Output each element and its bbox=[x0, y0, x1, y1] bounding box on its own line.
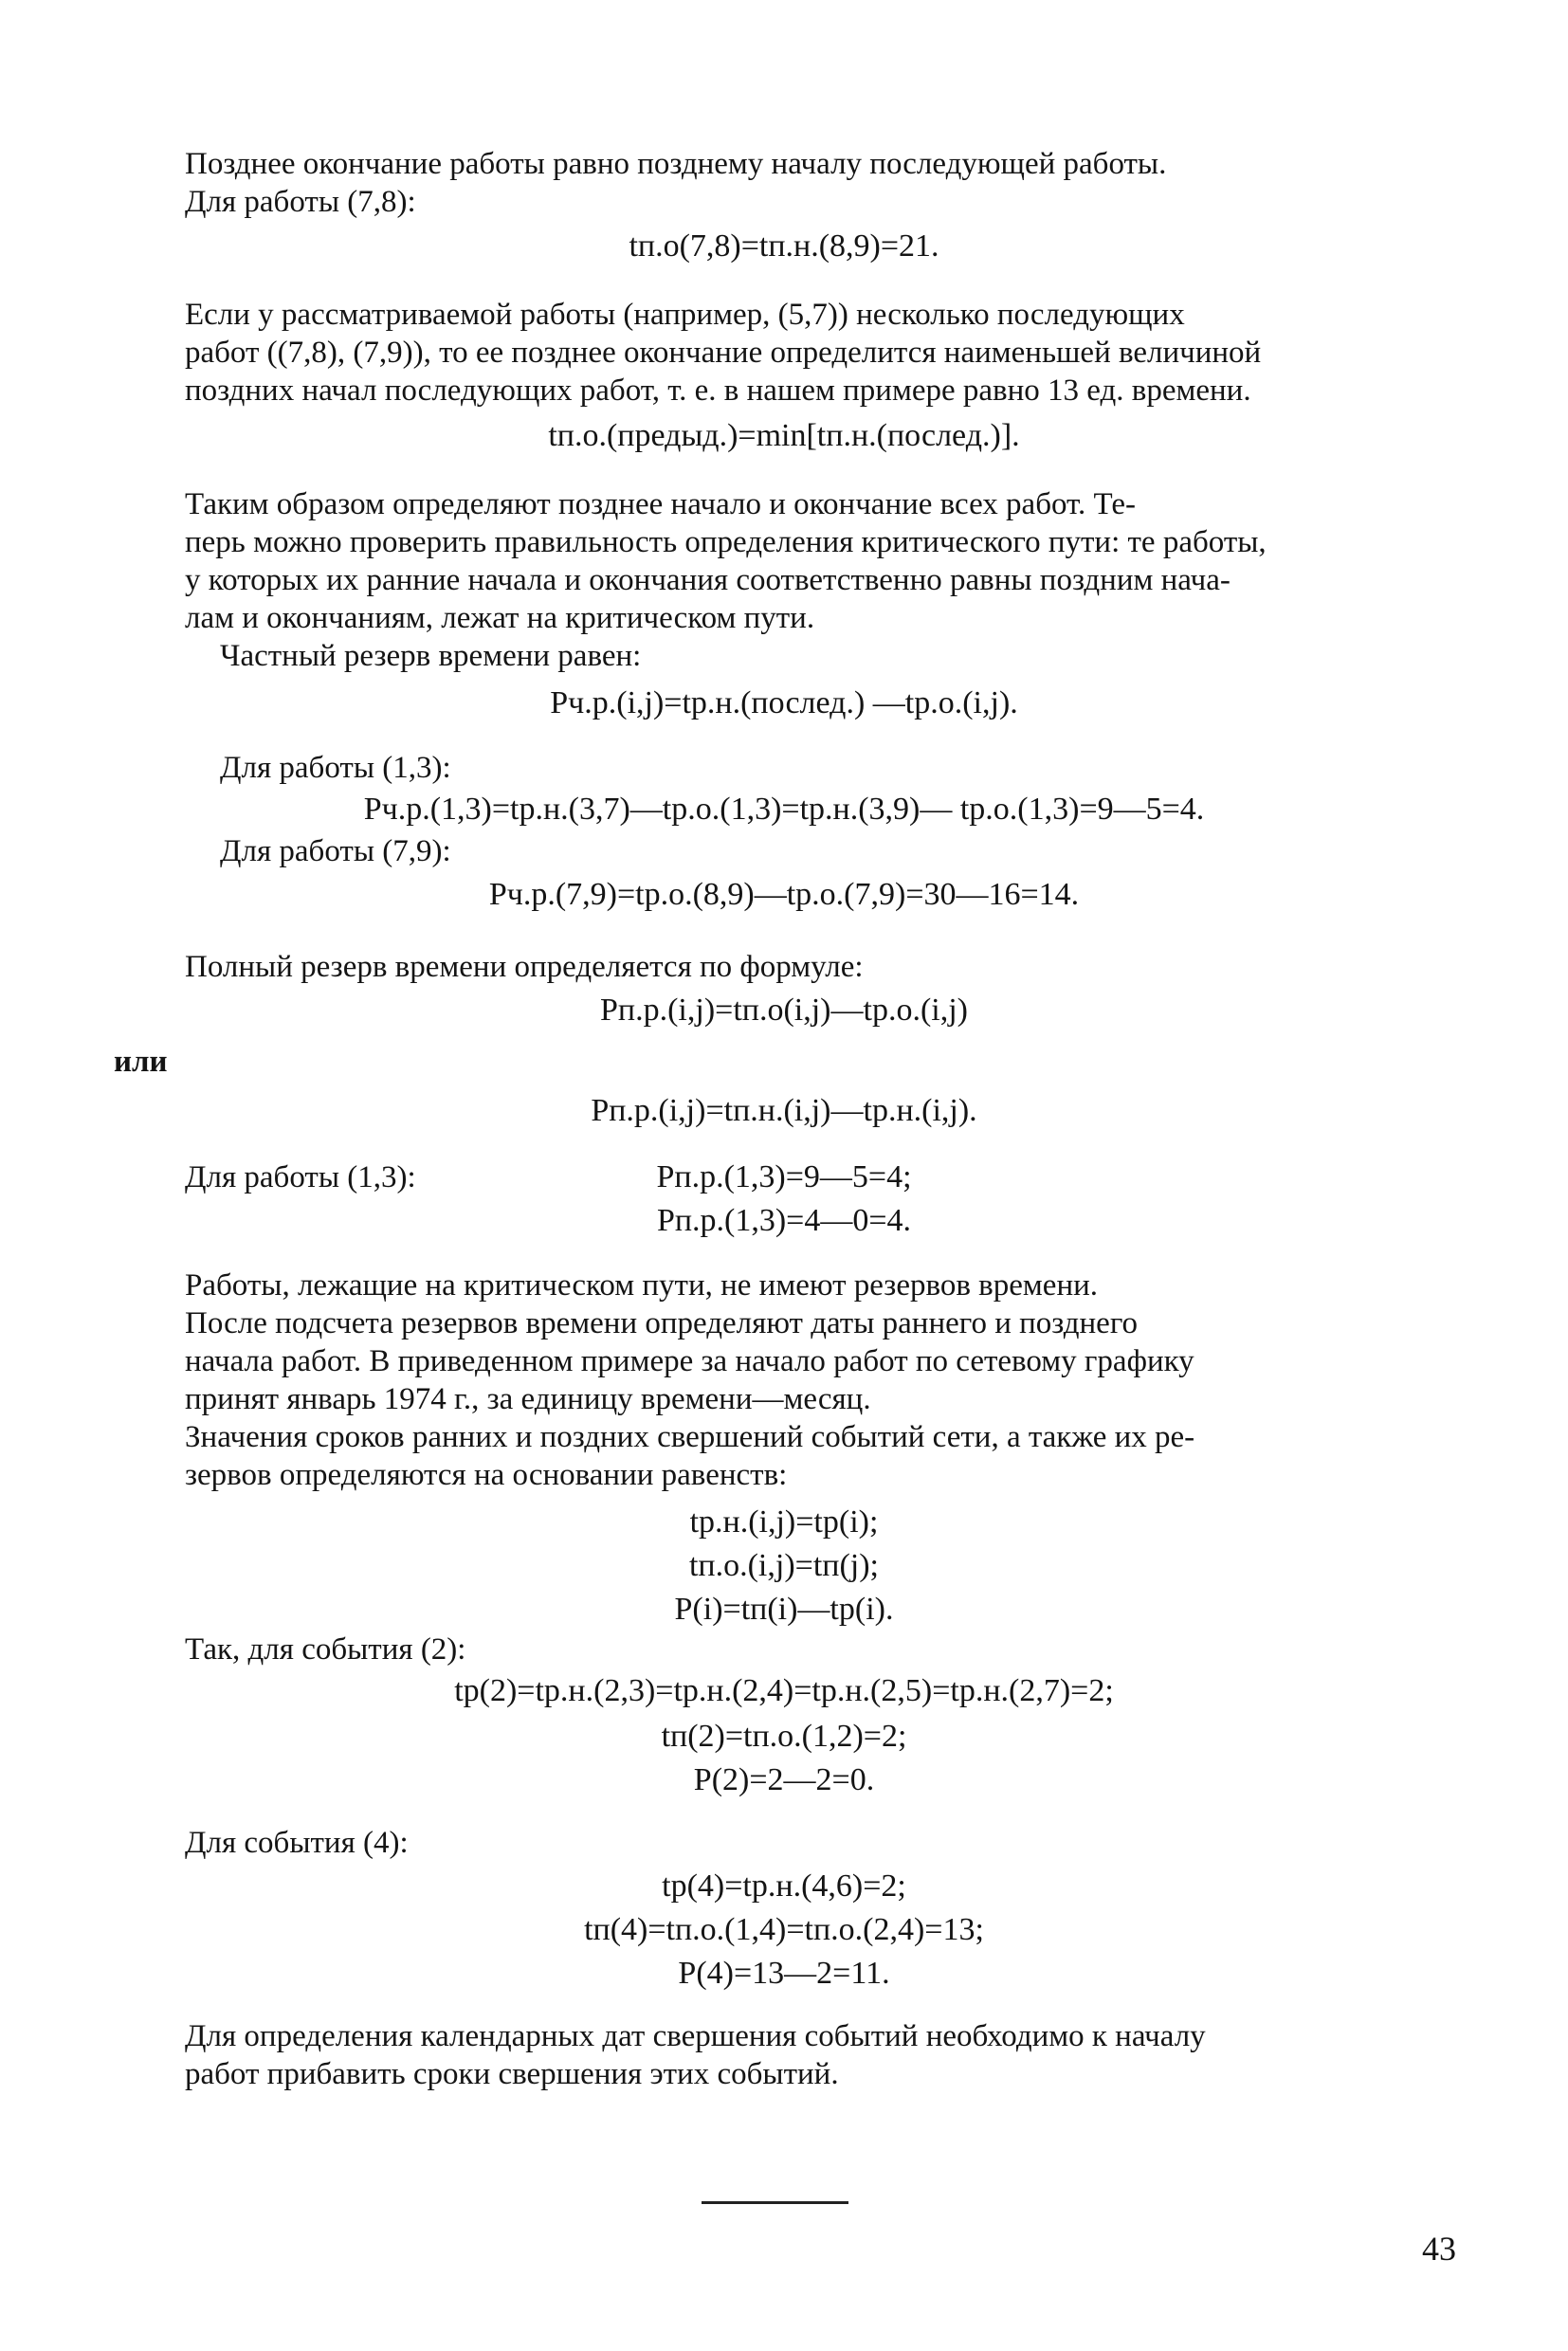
formula-line: tп(2)=tп.о.(1,2)=2; bbox=[661, 1719, 907, 1754]
formula-line: tп.о.(предыд.)=min[tп.н.(послед.)]. bbox=[548, 418, 1020, 453]
text-line: Работы, лежащие на критическом пути, не имеют резервов времени. bbox=[185, 1268, 1099, 1303]
formula-line: Pч.р.(i,j)=tр.н.(послед.) —tр.о.(i,j). bbox=[550, 685, 1018, 720]
formula-line: P(2)=2—2=0. bbox=[693, 1762, 875, 1797]
formula-line: Pп.р.(i,j)=tп.н.(i,j)—tр.н.(i,j). bbox=[591, 1093, 977, 1128]
formula-line: P(4)=13—2=11. bbox=[678, 1956, 890, 1991]
text-line: Позднее окончание работы равно позднему началу последующей работы. bbox=[185, 147, 1167, 181]
text-line: Частный резерв времени равен: bbox=[220, 639, 642, 673]
text-line: работ ((7,8), (7,9)), то ее позднее окончание определится наименьшей величиной bbox=[185, 336, 1262, 370]
formula-line: Pп.р.(1,3)=4—0=4. bbox=[656, 1203, 912, 1238]
formula-line: tр.н.(i,j)=tр(i); bbox=[689, 1504, 879, 1540]
formula-line: tр(4)=tр.н.(4,6)=2; bbox=[662, 1868, 906, 1904]
text-line: или bbox=[114, 1045, 168, 1079]
text-line: Для определения календарных дат свершения событий необходимо к началу bbox=[185, 2019, 1206, 2053]
formula-line: tр(2)=tр.н.(2,3)=tр.н.(2,4)=tр.н.(2,5)=tр.н.(2,7)=2; bbox=[454, 1673, 1114, 1708]
page-number: 43 bbox=[1422, 2230, 1456, 2268]
text-line: Полный резерв времени определяется по формуле: bbox=[185, 950, 864, 984]
formula-line: P(i)=tп(i)—tр(i). bbox=[674, 1592, 894, 1627]
text-line: лам и окончаниям, лежат на критическом пути. bbox=[185, 601, 815, 635]
formula-line: tп.о.(i,j)=tп(j); bbox=[688, 1548, 880, 1583]
text-line: Для работы (1,3): bbox=[185, 1160, 416, 1194]
text-line: поздних начал последующих работ, т. е. в нашем примере равно 13 ед. времени. bbox=[185, 374, 1251, 408]
text-line: у которых их ранние начала и окончания соответственно равны поздним нача- bbox=[185, 563, 1231, 597]
formula-line: Pч.р.(1,3)=tр.н.(3,7)—tр.о.(1,3)=tр.н.(3,9)— tр.о.(1,3)=9—5=4. bbox=[363, 792, 1205, 827]
formula-line: Pп.р.(i,j)=tп.о(i,j)—tр.о.(i,j) bbox=[600, 993, 968, 1028]
text-line: После подсчета резервов времени определяют даты раннего и позднего bbox=[185, 1306, 1139, 1340]
text-line: Для события (4): bbox=[185, 1826, 409, 1860]
text-line: перь можно проверить правильность определения критического пути: те работы, bbox=[185, 525, 1267, 559]
text-line: Так, для события (2): bbox=[185, 1632, 466, 1667]
text-line: зервов определяются на основании равенств: bbox=[185, 1458, 788, 1492]
text-line: Если у рассматриваемой работы (например, (5,7)) несколько последующих bbox=[185, 298, 1185, 332]
formula-line: Pп.р.(1,3)=9—5=4; bbox=[656, 1159, 912, 1194]
formula-line: tп(4)=tп.о.(1,4)=tп.о.(2,4)=13; bbox=[584, 1912, 984, 1947]
text-line: Таким образом определяют позднее начало и окончание всех работ. Те- bbox=[185, 487, 1137, 521]
text-line: Для работы (7,9): bbox=[220, 834, 451, 868]
formula-line: Pч.р.(7,9)=tр.о.(8,9)—tр.о.(7,9)=30—16=14. bbox=[488, 877, 1080, 912]
text-line: Для работы (1,3): bbox=[220, 751, 451, 785]
text-line: Для работы (7,8): bbox=[185, 185, 416, 219]
text-line: начала работ. В приведенном примере за начало работ по сетевому графику bbox=[185, 1344, 1194, 1378]
formula-line: tп.о(7,8)=tп.н.(8,9)=21. bbox=[629, 228, 939, 264]
text-line: Значения сроков ранних и поздних свершений событий сети, а также их ре- bbox=[185, 1420, 1195, 1454]
footnote-rule bbox=[702, 2201, 848, 2204]
text-line: работ прибавить сроки свершения этих событий. bbox=[185, 2057, 839, 2091]
text-line: принят январь 1974 г., за единицу времени—месяц. bbox=[185, 1382, 871, 1416]
